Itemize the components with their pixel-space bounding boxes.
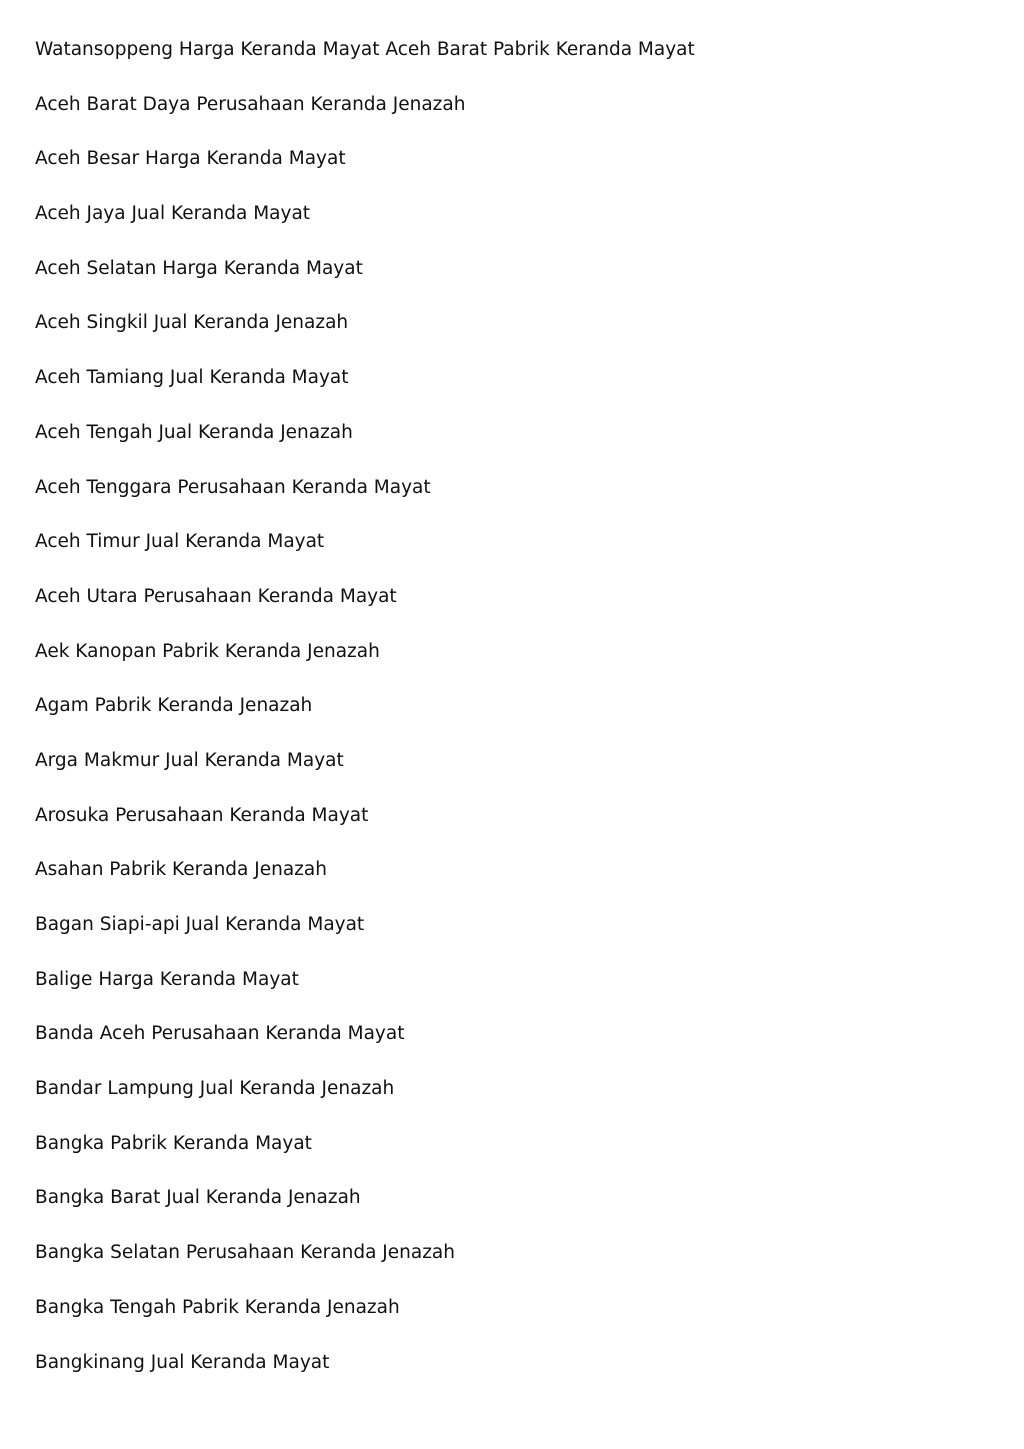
- text-line: Bandar Lampung Jual Keranda Jenazah: [35, 1078, 395, 1100]
- text-line: Balige Harga Keranda Mayat: [35, 968, 299, 990]
- text-line: Aceh Selatan Harga Keranda Mayat: [35, 257, 363, 279]
- text-line: Asahan Pabrik Keranda Jenazah: [35, 859, 327, 881]
- text-line: Aceh Barat Daya Perusahaan Keranda Jenazah: [35, 93, 466, 115]
- text-line: Aceh Singkil Jual Keranda Jenazah: [35, 312, 349, 334]
- text-line: Aceh Tengah Jual Keranda Jenazah: [35, 421, 353, 443]
- text-lines: [35, 36, 995, 1403]
- text-line: Aceh Utara Perusahaan Keranda Mayat: [35, 585, 397, 607]
- text-line: Bangkinang Jual Keranda Mayat: [35, 1351, 330, 1373]
- text-line: Bangka Barat Jual Keranda Jenazah: [35, 1187, 361, 1209]
- text-line: Aceh Tamiang Jual Keranda Mayat: [35, 367, 349, 389]
- text-line: Bangka Pabrik Keranda Mayat: [35, 1132, 312, 1154]
- text-line: Arga Makmur Jual Keranda Mayat: [35, 749, 344, 771]
- text-line: Arosuka Perusahaan Keranda Mayat: [35, 804, 369, 826]
- text-line: Aceh Jaya Jual Keranda Mayat: [35, 203, 311, 225]
- text-line: Bangka Tengah Pabrik Keranda Jenazah: [35, 1296, 400, 1318]
- text-line: Bagan Siapi-api Jual Keranda Mayat: [35, 914, 365, 935]
- text-line: Aek Kanopan Pabrik Keranda Jenazah: [35, 640, 380, 662]
- text-line: Aceh Timur Jual Keranda Mayat: [35, 531, 325, 553]
- text-line: Watansoppeng Harga Keranda Mayat Aceh Barat Pabrik Keranda Mayat: [35, 39, 695, 60]
- text-line: Aceh Tenggara Perusahaan Keranda Mayat: [35, 476, 431, 498]
- text-line: Banda Aceh Perusahaan Keranda Mayat: [35, 1023, 405, 1045]
- text-line: Aceh Besar Harga Keranda Mayat: [35, 148, 346, 170]
- text-line: Bangka Selatan Perusahaan Keranda Jenazah: [35, 1242, 455, 1264]
- text-line: Agam Pabrik Keranda Jenazah: [35, 695, 313, 717]
